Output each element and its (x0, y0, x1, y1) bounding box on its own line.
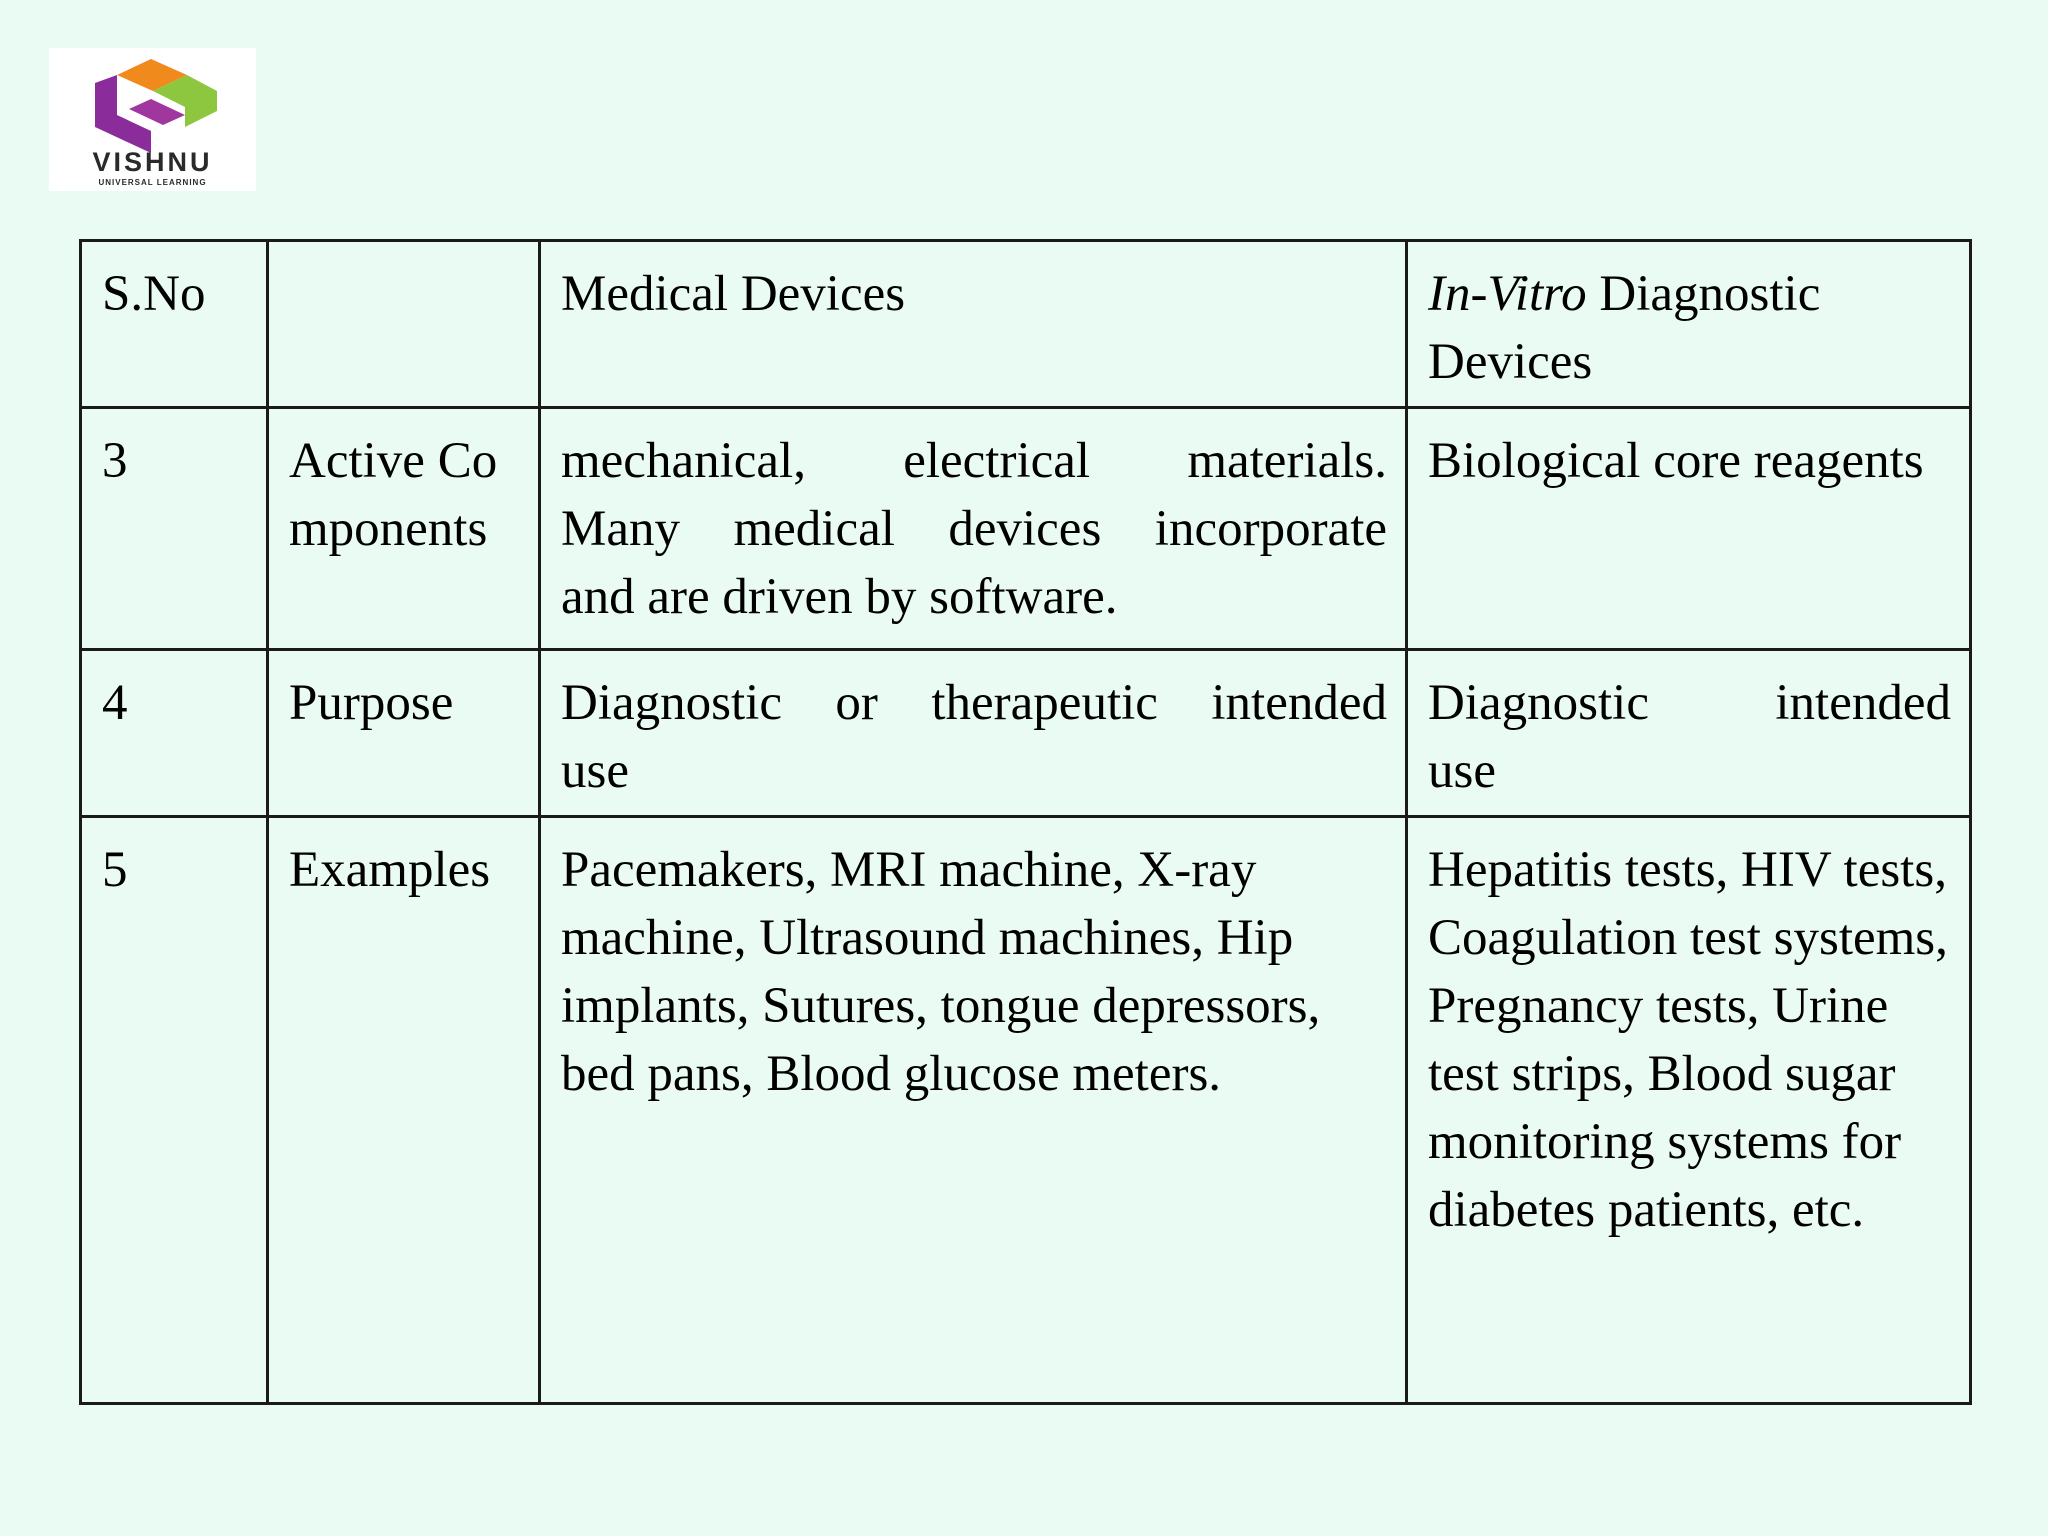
row-sno: 4 (81, 650, 268, 817)
table-row (81, 408, 1971, 650)
medical-line: Diagnostic or therapeutic intended (561, 675, 1387, 731)
comparison-table (79, 239, 1972, 1405)
header-medical-devices: Medical Devices (540, 241, 1407, 408)
medical-line: mechanical, electrical materials. (561, 433, 1387, 489)
row-sno: 5 (81, 817, 268, 1404)
row-label: Purpose (268, 650, 540, 817)
header-ivd-devices (1407, 241, 1971, 408)
header-ivd-rest: Diagnostic Devices (1428, 266, 1821, 390)
table-row (81, 817, 1971, 1404)
table-row (81, 650, 1971, 817)
header-label (268, 241, 540, 408)
medical-line: and are driven by software. (561, 569, 1118, 625)
row-medical-cell (540, 650, 1407, 817)
medical-line: use (561, 743, 629, 799)
row-label: Active Components (268, 408, 540, 650)
header-ivd-italic: In-Vitro (1428, 266, 1587, 322)
table-header-row (81, 241, 1971, 408)
row-ivd-cell: Biological core reagents (1407, 408, 1971, 650)
vishnu-logo-icon (89, 53, 219, 158)
header-sno: S.No (81, 241, 268, 408)
row-ivd-cell: Hepatitis tests, HIV tests, Coagulation test systems, Pregnancy tests, Urine test strips, Blood sugar monitoring systems for diabetes patients, etc. (1407, 817, 1971, 1404)
logo-name: VISHNU (92, 147, 213, 177)
row-ivd-cell (1407, 650, 1971, 817)
vishnu-logo (49, 48, 256, 191)
ivd-line: use (1428, 743, 1496, 799)
row-medical-cell (540, 408, 1407, 650)
logo-tagline: UNIVERSAL LEARNING (98, 178, 207, 187)
row-label: Examples (268, 817, 540, 1404)
row-sno: 3 (81, 408, 268, 650)
medical-line: Many medical devices incorporate (561, 501, 1387, 557)
ivd-line: Diagnostic intended (1428, 675, 1951, 731)
row-medical-cell: Pacemakers, MRI machine, X-ray machine, Ultrasound machines, Hip implants, Sutures, tongue depressors, bed pans, Blood glucose meters. (540, 817, 1407, 1404)
